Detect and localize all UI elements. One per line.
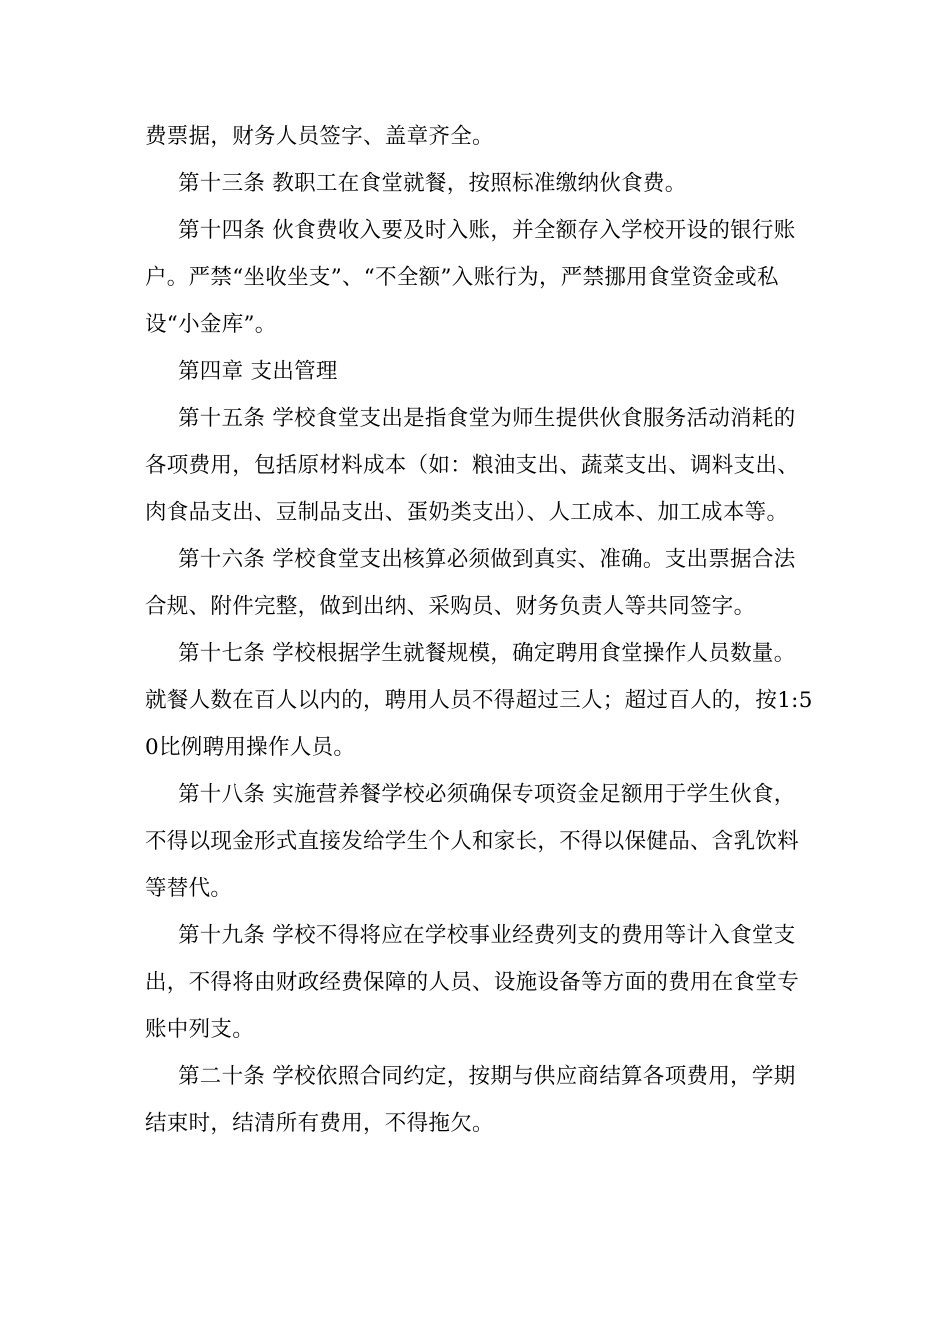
article-13: 第十三条 教职工在食堂就餐，按照标准缴纳伙食费。 <box>178 171 687 196</box>
article-15: 第十五条 学校食堂支出是指食堂为师生提供伙食服务活动消耗的各项费用，包括原材料成本（如：粮油支出、蔬菜支出、调料支出、肉食品支出、豆制品支出、蛋奶类支出）、人工成本、加工成本等。 <box>145 406 800 525</box>
article-19: 第十九条 学校不得将应在学校事业经费列支的费用等计入食堂支出，不得将由财政经费保障的人员、设施设备等方面的费用在食堂专账中列支。 <box>145 923 800 1042</box>
paragraph-continuation: 费票据，财务人员签字、盖章齐全。 <box>145 124 494 149</box>
article-17: 第十七条 学校根据学生就餐规模，确定聘用食堂操作人员数量。就餐人数在百人以内的，聘用人员不得超过三人；超过百人的，按1:50比例聘用操作人员。 <box>145 641 813 760</box>
article-14: 第十四条 伙食费收入要及时入账，并全额存入学校开设的银行账户。严禁“坐收坐支”、“不全额”入账行为，严禁挪用食堂资金或私设“小金库”。 <box>145 218 796 337</box>
article-16: 第十六条 学校食堂支出核算必须做到真实、准确。支出票据合法合规、附件完整，做到出纳、采购员、财务负责人等共同签字。 <box>145 547 796 619</box>
article-18: 第十八条 实施营养餐学校必须确保专项资金足额用于学生伙食，不得以现金形式直接发给学生个人和家长，不得以保健品、含乳饮料等替代。 <box>145 782 800 901</box>
article-20: 第二十条 学校依照合同约定，按期与供应商结算各项费用，学期结束时，结清所有费用，不得拖欠。 <box>145 1064 796 1136</box>
document-body <box>145 113 815 1147</box>
chapter-4-heading: 第四章 支出管理 <box>178 359 338 384</box>
